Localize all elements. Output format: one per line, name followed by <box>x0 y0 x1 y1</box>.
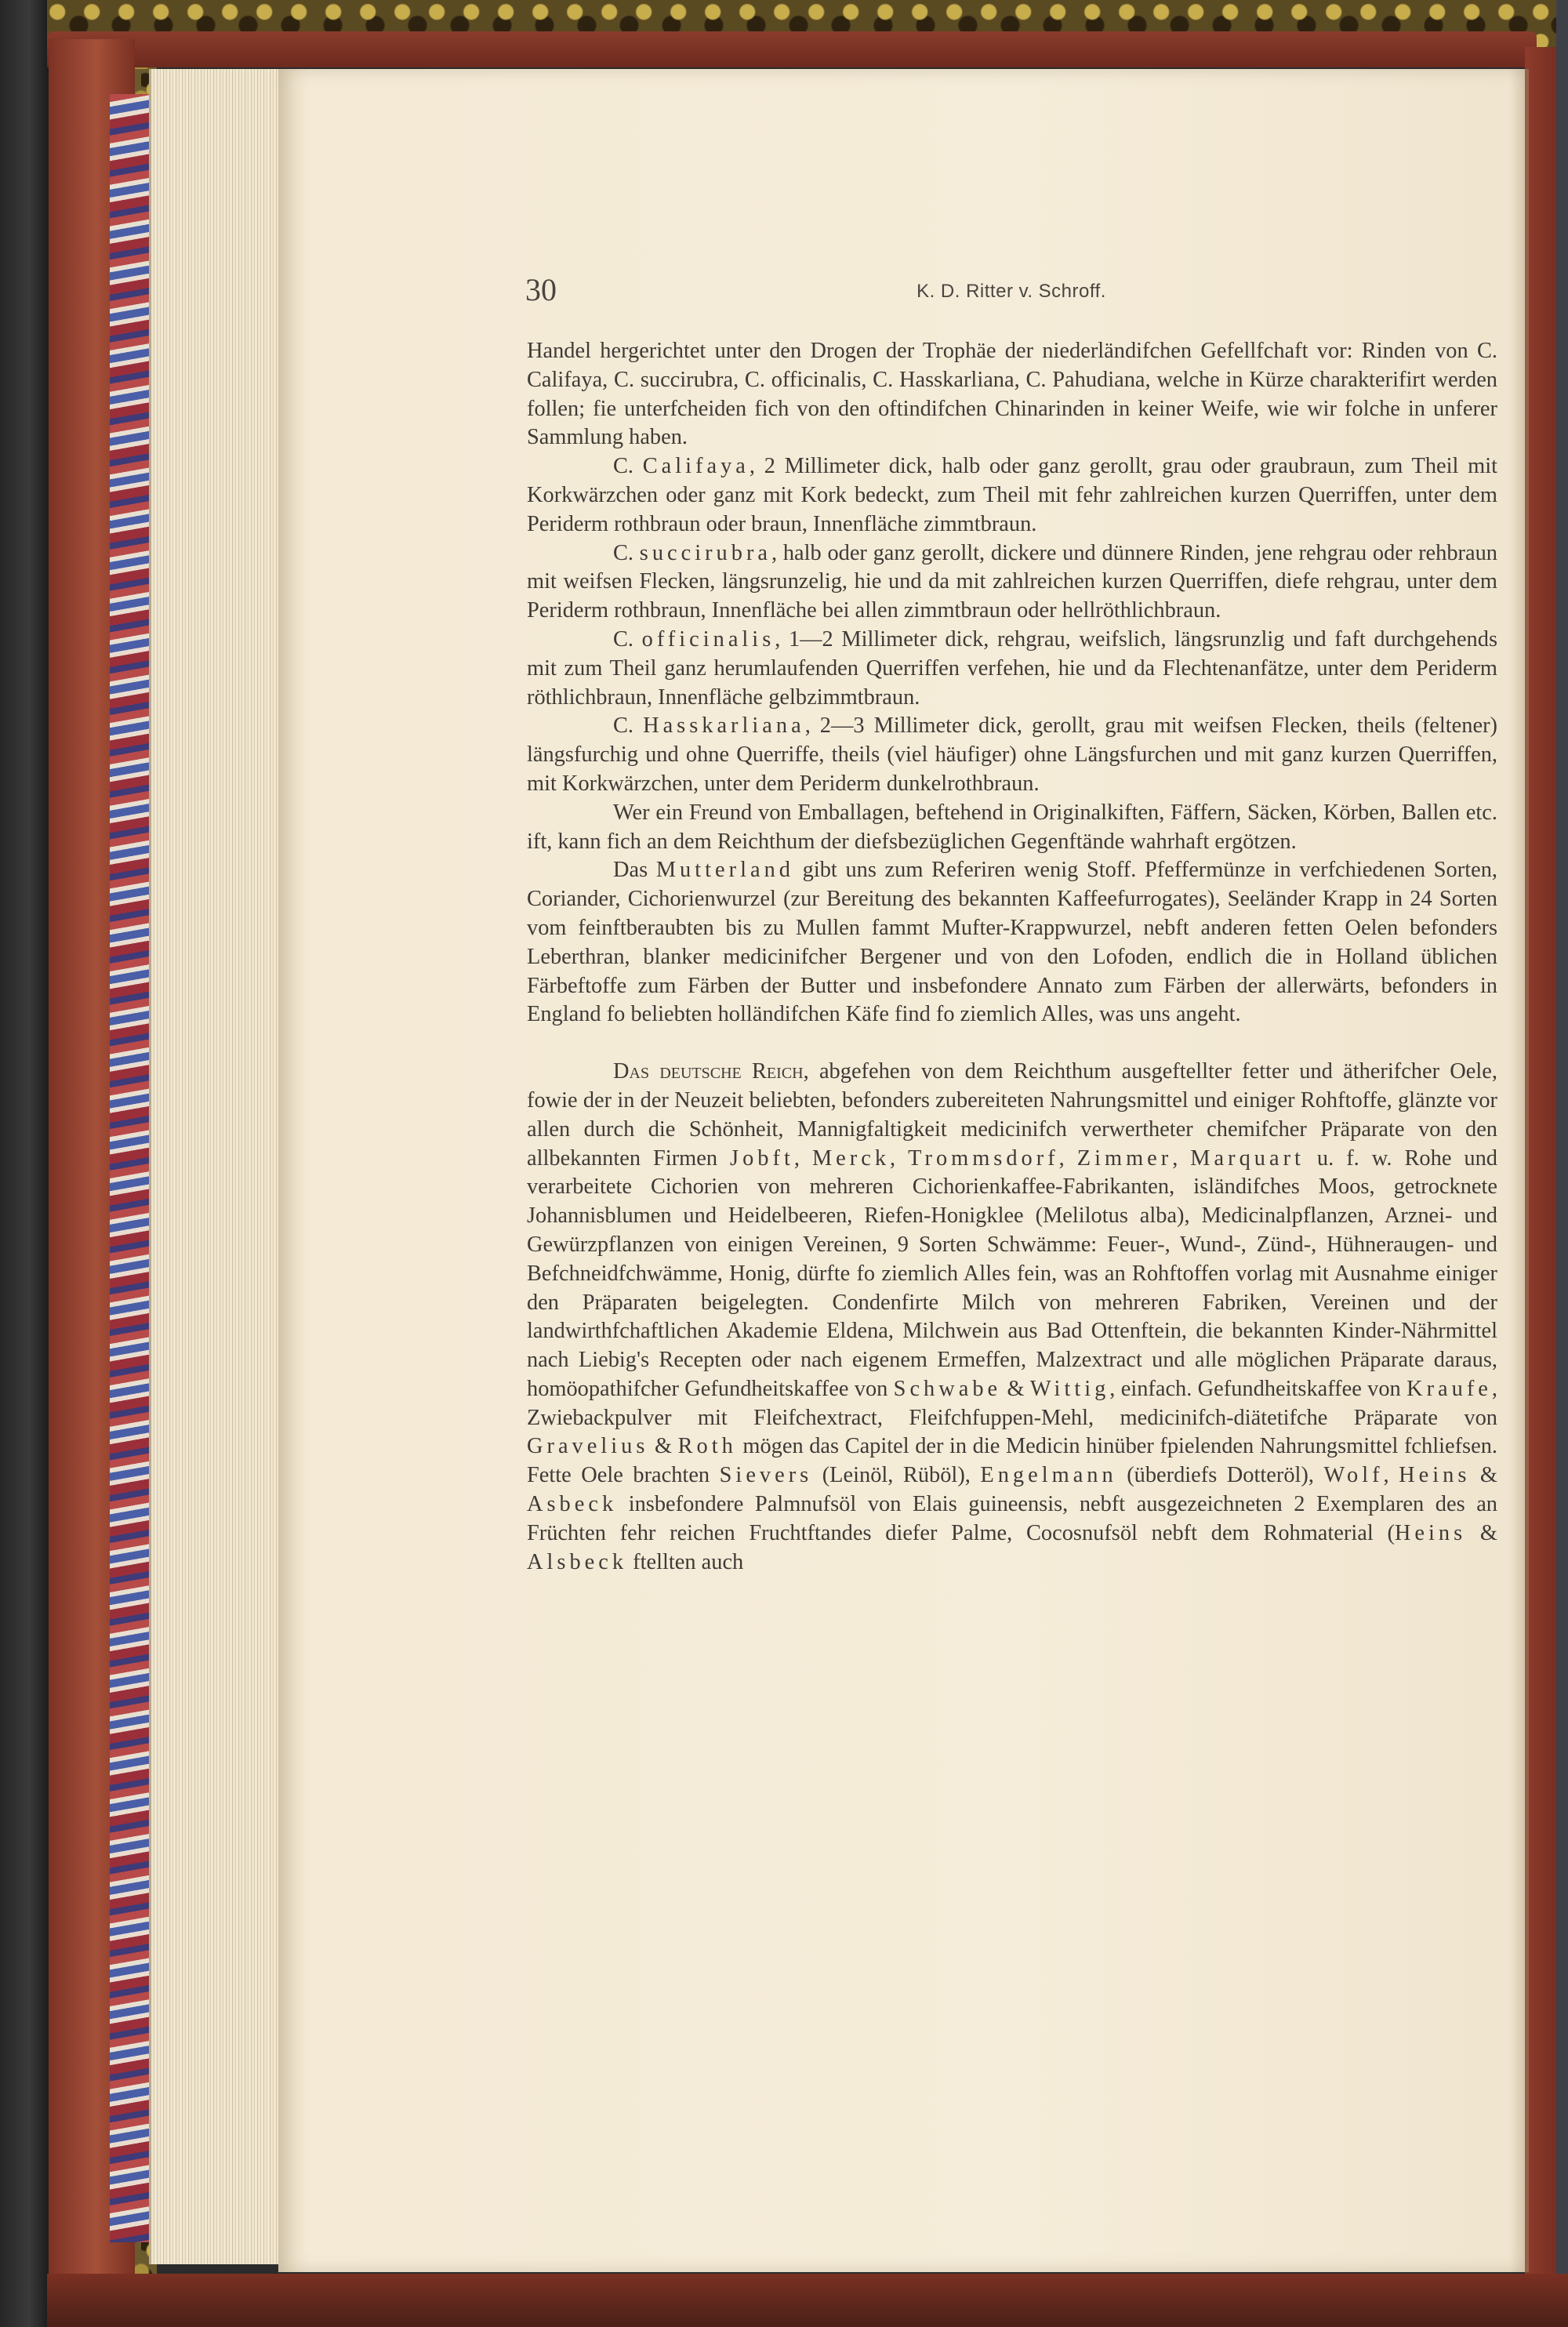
text-run: Handel hergerichtet unter den Drogen der Trophäe der niederländifchen Gefellfchaft vor: Rinden von C. Califaya, C. succirubra, C. officinalis, C. Hasskarliana, C. Pahudiana, welche in Kürze charakterifirt werden follen; fie unterfcheiden fich von den oftindifchen Chinarinden in keiner Weife, wie wir folche in unferer Sammlung haben. <box>527 339 1497 450</box>
text-run: Das <box>613 858 656 883</box>
text-run: insbefondere Palmnufsöl von Elais guineensis, nebft ausgezeichneten 2 Exemplaren des an Früchten fehr reichen Fruchtftandes diefer Palme, Cocosnufsöl nebft dem Rohmaterial ( <box>527 1492 1497 1545</box>
small-caps-heading: Das deutsche Reich <box>613 1059 804 1084</box>
spaced-name: Asbeck <box>527 1492 618 1517</box>
spaced-name: Hasskarliana <box>643 713 805 739</box>
spaced-name: Heins <box>1394 1520 1467 1545</box>
spaced-name: Mutterland <box>655 858 794 883</box>
text-run: (überdiefs Dotteröl), <box>1116 1463 1324 1488</box>
text-run: ftellten auch <box>627 1549 744 1574</box>
text-run: , halb oder ganz gerollt, dickere und dünnere Rinden, jene rehgrau oder rehbraun mit weifsen Flecken, längsrunzelig, hie und da mit zahlreichen kurzen Querriffen, diefe rehgrau, unter dem Periderm rothbraun, Innenfläche bei allen zimmtbraun oder hellröthlichbraun. <box>527 540 1497 623</box>
marbled-endpaper <box>110 94 149 2242</box>
spaced-name: Roth <box>677 1434 737 1459</box>
spaced-name: Jobft <box>730 1145 794 1171</box>
text-run: u. f. w. Rohe und verarbeitete Cichorien von mehreren Cichorienkaffee-Fabrikanten, isländifches Moos, getrocknete Johannisblumen und Heidelbeeren, Riefen-Honigklee (Melilotus alba), Medicinalpflanzen, Arznei- und Gewürzpflanzen von einigen Vereinen, 9 Sorten Schwämme: Feuer-, Wund-, Zünd-, Hühneraugen- und Befchneidfchwämme, Honig, dürfte fo ziemlich Alles fein, was an Rohftoffen vorlag mit Ausnahme einiger den Präparaten beigelegten. Condenfirte Milch von mehreren Fabriken, Vereinen und der landwirthfchaftlichen Akademie Eldena, Milchwein aus Bad Ottenftein, die bekannten Kinder-Nährmittel nach Liebig's Recepten oder nach eigenem Ermeffen, Malzextract und alle möglichen Präparate daraus, homöopathifcher Gefundheitskaffee von <box>527 1145 1497 1401</box>
spaced-name: Merck <box>811 1145 891 1171</box>
text-run: , einfach. Gefundheitskaffee von <box>1109 1376 1407 1401</box>
text-run: , <box>890 1145 909 1171</box>
text-run: , <box>793 1145 812 1171</box>
text-run: , 2 Millimeter dick, halb oder ganz gerollt, grau oder graubraun, zum Theil mit Korkwärzchen oder ganz mit Kork bedeckt, zum Theil mit fehr zahlreichen kurzen Querriffen, unter dem Periderm rothbraun oder braun, Innenfläche zimmtbraun. <box>527 454 1497 536</box>
text-run: gibt uns zum Referiren wenig Stoff. Pfeffermünze in verfchiedenen Sorten, Coriander, Cichorienwurzel (zur Bereitung des bekannten Kaffeefurrogates), Seeländer Krapp in 24 Sorten vom feinftberaubten bis zu Mullen fammt Mufter-Krappwurzel, nebft anderen fetten Oelen befonders Leberthran, blanker medicinifcher Bergener und von den Lofoden, endlich die in Holland üblichen Färbeftoffe zum Färben der Butter und insbefondere Annato zum Färben der allerwärts, befonders in England fo beliebten holländifchen Käfe find fo ziemlich Alles, was uns angeht. <box>527 858 1497 1027</box>
spaced-name: Kraufe <box>1406 1376 1492 1401</box>
text-run: (Leinöl, Rüböl), <box>812 1463 981 1488</box>
paragraph <box>527 452 1497 539</box>
text-run: mögen das Capitel der in die Medicin hinüber fpielenden Nahrungsmittel fchliefsen. Fette Oele brachten <box>527 1434 1497 1488</box>
paragraph <box>527 856 1497 1029</box>
spaced-name: Califaya <box>642 454 750 479</box>
spaced-name: Zimmer <box>1076 1145 1173 1171</box>
spaced-name: Wittig <box>1029 1376 1110 1401</box>
text-run: & <box>648 1434 678 1459</box>
spaced-name: Heins <box>1399 1463 1471 1488</box>
text-run: , 2—3 Millimeter dick, gerollt, grau mit weifsen Flecken, theils (feltener) längsfurchig und ohne Querriffe, theils (viel häufiger) ohne Längsfurchen und mit ganz kurzen Querriffen, mit Korkwärzchen, unter dem Periderm dunkelrothbraun. <box>527 713 1497 796</box>
body-text <box>527 337 1497 1577</box>
text-run: , <box>1383 1463 1399 1488</box>
page-number: 30 <box>525 272 557 307</box>
paragraph <box>527 799 1497 857</box>
text-run: C. <box>613 454 643 479</box>
text-run: C. <box>613 713 644 739</box>
cover-spine-right <box>1556 0 1568 2327</box>
paragraph <box>527 626 1497 712</box>
text-run: & <box>1001 1376 1030 1401</box>
page-shadow <box>1509 69 1529 2272</box>
leather-cover-bottom <box>47 2274 1568 2327</box>
text-run: , Zwiebackpulver mit Fleifchextract, Fleifchfuppen-Mehl, medicinifch-diätetifche Präparate von <box>527 1376 1497 1430</box>
spaced-name: Schwabe <box>893 1376 1002 1401</box>
spaced-name: Sievers <box>719 1463 813 1488</box>
paragraph <box>527 1058 1497 1577</box>
page-block-edges <box>149 69 285 2264</box>
text-run: , 1—2 Millimeter dick, rehgrau, weifslich, längsrunzlig und faft durchgehends mit zum Theil ganz herumlaufenden Querriffen verfehen, hie und da Flechtenanfätze, unter dem Periderm röthlichbraun, Innenfläche gelbzimmtbraun. <box>527 626 1497 710</box>
spaced-name: Wolf <box>1323 1463 1384 1488</box>
leather-corner-top <box>47 31 1537 67</box>
text-run: Wer ein Freund von Emballagen, beftehend in Originalkiften, Fäffern, Säcken, Körben, Ballen etc. ift, kann fich an dem Reichthum der diefsbezüglichen Gegenftände wahrhaft ergötzen. <box>527 800 1497 854</box>
text-run: & <box>1466 1520 1497 1545</box>
cover-edge <box>0 0 49 2327</box>
text-run: C. <box>613 540 640 565</box>
page-header <box>525 272 1497 307</box>
spaced-name: Trommsdorf <box>908 1145 1059 1171</box>
text-run: , <box>1058 1145 1077 1171</box>
paragraph <box>527 337 1497 452</box>
spaced-name: Gravelius <box>527 1434 649 1459</box>
spaced-name: officinalis <box>641 626 775 652</box>
spaced-name: Engelmann <box>980 1463 1117 1488</box>
paragraph <box>527 539 1497 626</box>
text-run: , abgefehen von dem Reichthum ausgeftellter fetter und ätherifcher Oele, fowie der in der Neuzeit beliebten, befonders zubereiteten Nahrungsmittel und einiger Rohftoffe, glänzte vor allen durch die Schönheit, Mannigfaltigkeit medicinifch verwertheter chemifcher Präparate von den allbekannten Firmen <box>527 1059 1497 1171</box>
text-run: , <box>1172 1145 1191 1171</box>
text-run: & <box>1470 1463 1498 1488</box>
spaced-name: Alsbeck <box>527 1549 628 1574</box>
spaced-name: Marquart <box>1190 1145 1305 1171</box>
paragraph <box>527 712 1497 798</box>
text-run: C. <box>613 626 642 652</box>
running-head: K. D. Ritter v. Schroff. <box>916 281 1106 302</box>
spaced-name: succirubra <box>639 540 771 565</box>
